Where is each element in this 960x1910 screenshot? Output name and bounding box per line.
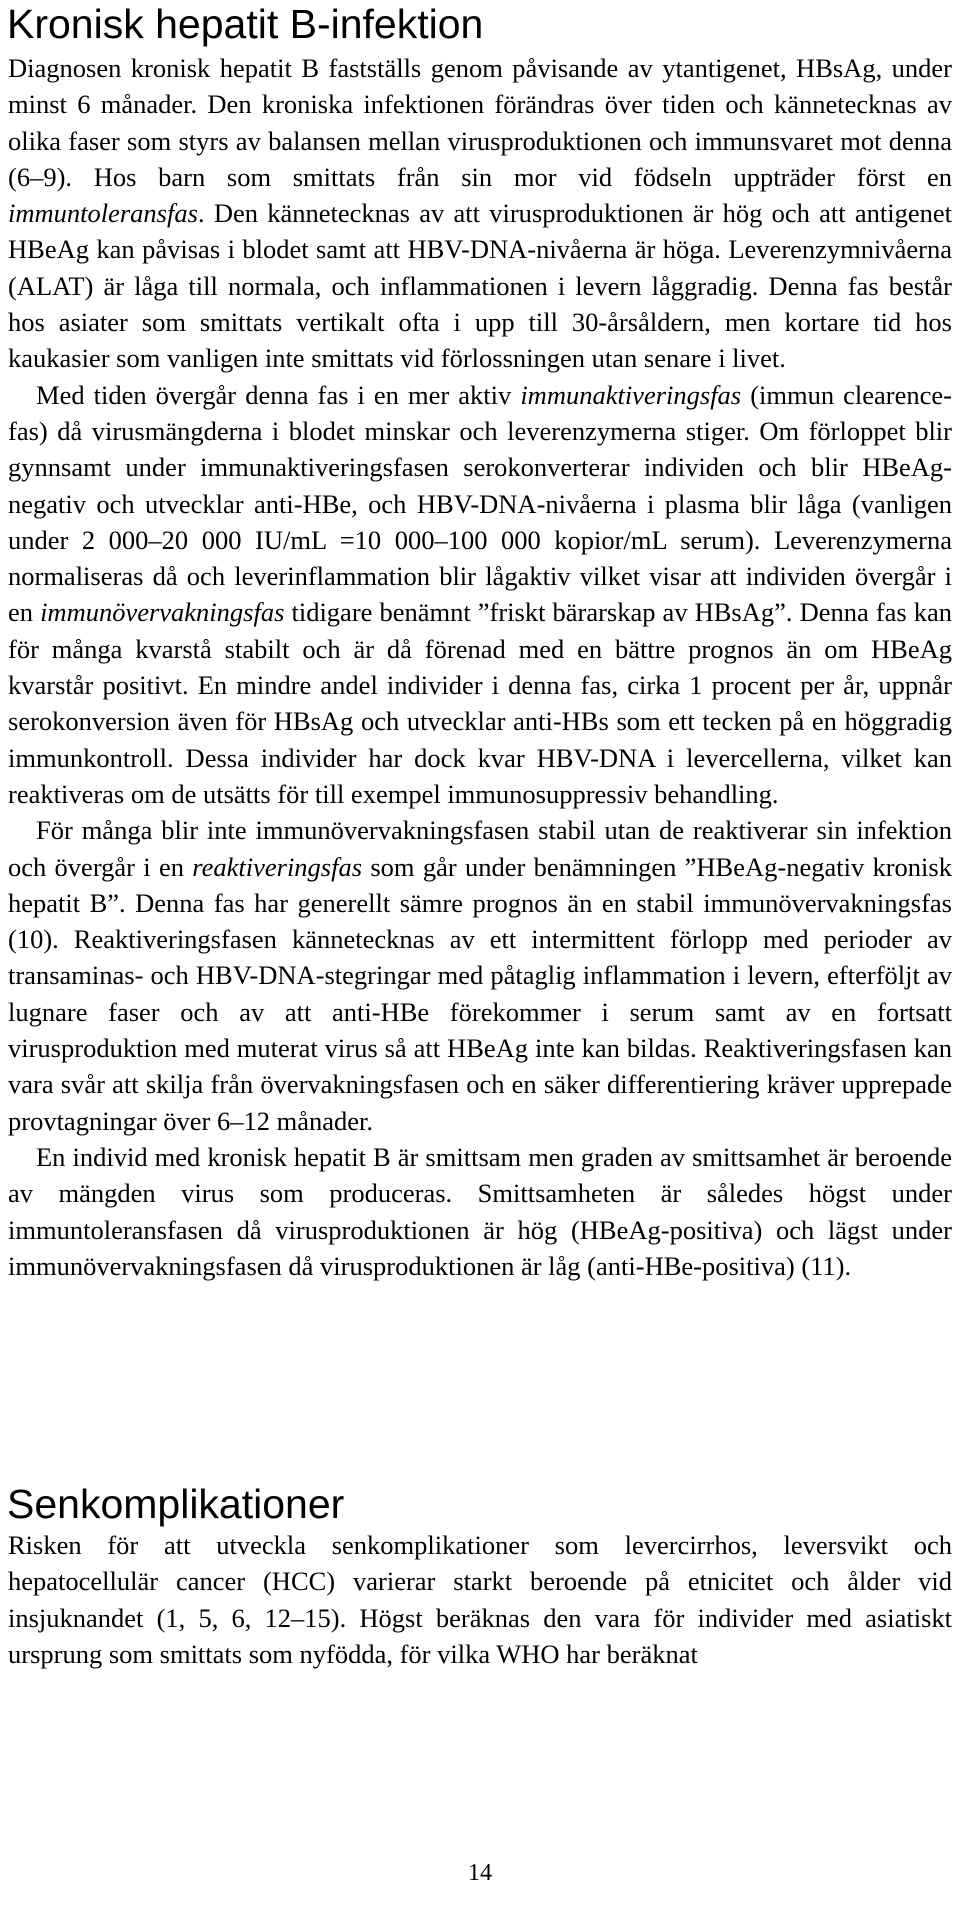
paragraph: Diagnosen kronisk hepatit B fastställs genom påvisande av ytantigenet, HBsAg, under minst 6 månader. Den kroniska infektionen förändras över tiden och kännetecknas av olika faser som styrs av balansen mellan virusproduktionen och immunsvaret mot denna (6–9). Hos barn som smittats från sin mor vid födseln uppträder först en immuntoleransfas. Den kännetecknas av att virusproduktionen är hög och att antigenet HBeAg kan påvisas i blodet samt att HBV-DNA-nivåerna är höga. Leverenzymnivåerna (ALAT) är låga till normala, och inflammationen i levern låggradig. Denna fas består hos asiater som smittats vertikalt ofta i upp till 30-årsåldern, men kortare tid hos kaukasier som vanligen inte smittats vid förlossningen utan senare i livet. (8, 53, 952, 374)
paragraph: För många blir inte immunövervakningsfasen stabil utan de reaktiverar sin infektion och övergår i en reaktiveringsfas som går under benämningen ”HBeAg-negativ kronisk hepatit B”. Denna fas har generellt sämre prognos än en stabil immunövervakningsfas (10). Reaktiveringsfasen kännetecknas av ett intermittent förlopp med perioder av transaminas- och HBV-DNA-stegringar med påtaglig inflammation i levern, efterföljt av lugnare faser och av att anti-HBe förekommer i serum samt av en fortsatt virusproduktion med muterat virus så att HBeAg inte kan bildas. Reaktiveringsfasen kan vara svår att skilja från övervakningsfasen och en säker differentiering kräver upprepade provtagningar över 6–12 månader. (8, 815, 952, 1136)
paragraph: Med tiden övergår denna fas i en mer aktiv immunaktiveringsfas (immun clearence-fas) då virusmängderna i blodet minskar och leverenzymerna stiger. Om förloppet blir gynnsamt under immunaktiveringsfasen serokonverterar individen och blir HBeAg-negativ och utvecklar anti-HBe, och HBV-DNA-nivåerna i plasma blir låga (vanligen under 2 000–20 000 IU/mL =10 000–100 000 kopior/mL serum). Leverenzymerna normaliseras då och leverinflammation blir lågaktiv vilket visar att individen övergår i en immunövervakningsfas tidigare benämnt ”friskt bärarskap av HBsAg”. Denna fas kan för många kvarstå stabilt och är då förenad med en bättre prognos än om HBeAg kvarstår positivt. En mindre andel individer i denna fas, cirka 1 procent per år, uppnår serokonversion även för HBsAg och utvecklar anti-HBs som ett tecken på en höggradig immunkontroll. Dessa individer har dock kvar HBV-DNA i levercellerna, vilket kan reaktiveras om de utsätts för till exempel immunosuppressiv behandling. (8, 379, 952, 809)
section-heading-late-complications: Senkomplikationer (7, 1481, 345, 1527)
paragraph: Risken för att utveckla senkomplikationer som levercirrhos, leversvikt och hepatocellulär cancer (HCC) varierar starkt beroende på etnicitet och ålder vid insjuknandet (1, 5, 6, 12–15). Högst beräknas den vara för individer med asiatiskt ursprung som smittats som nyfödda, för vilka WHO har beräknat (8, 1530, 952, 1669)
section-body-late-complications (8, 1527, 952, 1672)
section-body-chronic-hepatitis-b (8, 50, 952, 1284)
page-number: 14 (468, 1860, 492, 1886)
section-heading-chronic-hepatitis-b: Kronisk hepatit B-infektion (7, 1, 484, 47)
paragraph: En individ med kronisk hepatit B är smittsam men graden av smittsamhet är beroende av mängden virus som produceras. Smittsamheten är således högst under immuntoleransfasen då virusproduktionen är hög (HBeAg-positiva) och lägst under immunövervakningsfasen då virusproduktionen är låg (anti-HBe-positiva) (11). (8, 1141, 952, 1281)
